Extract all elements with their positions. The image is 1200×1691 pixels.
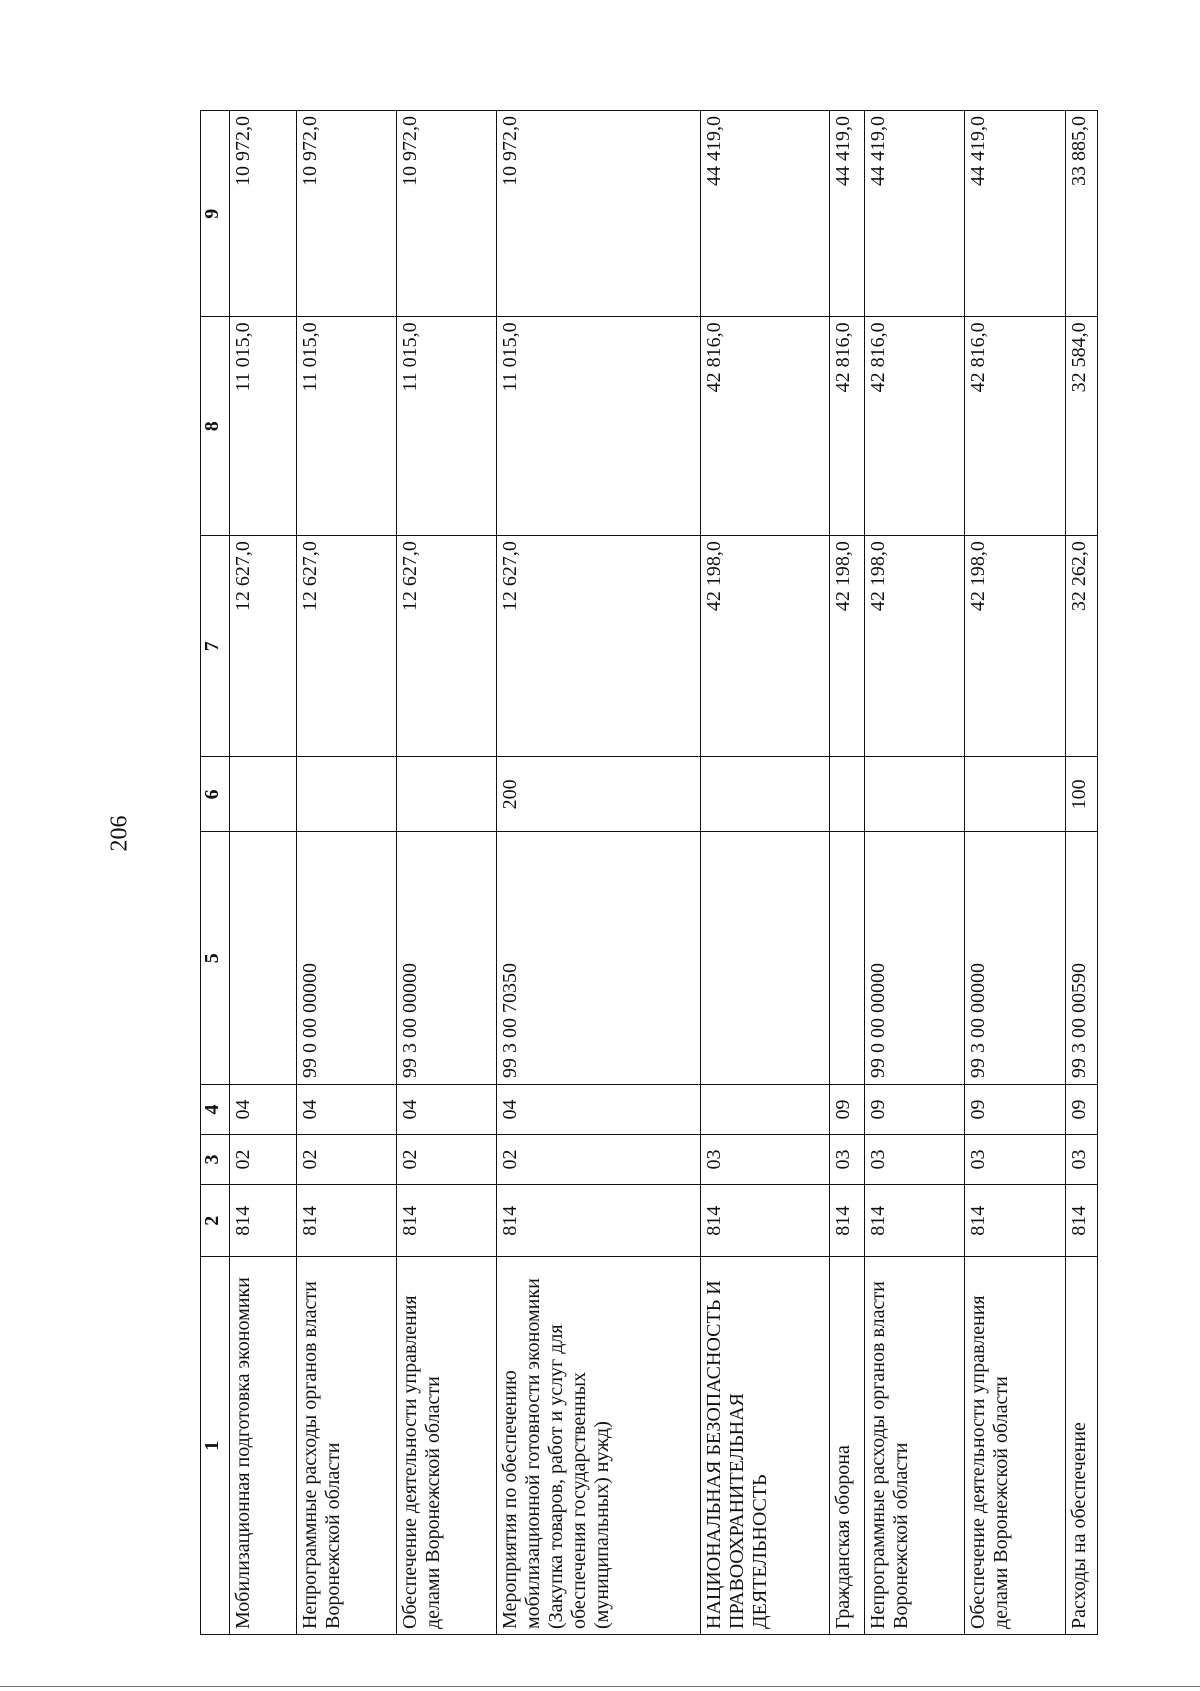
bottom-divider (0, 1686, 1200, 1687)
header-cell-col6: 6 (201, 757, 230, 832)
row-col5-cell: 99 3 00 00590 (1066, 832, 1098, 1085)
table-row (397, 111, 497, 1635)
row-col9-cell: 44 419,0 (964, 111, 1065, 317)
row-col8-cell: 11 015,0 (497, 317, 701, 536)
row-col2-cell: 814 (230, 1184, 297, 1257)
table-row (700, 111, 829, 1635)
row-col8-cell: 42 816,0 (864, 317, 964, 536)
row-col6-cell: 200 (497, 757, 701, 832)
row-col3-cell: 03 (1066, 1134, 1098, 1184)
row-col8-cell: 42 816,0 (700, 317, 829, 536)
row-col2-cell: 814 (397, 1184, 497, 1257)
row-col5-cell (829, 832, 864, 1085)
row-col7-cell: 42 198,0 (864, 536, 964, 757)
row-col5-cell: 99 3 00 70350 (497, 832, 701, 1085)
table-row (829, 111, 864, 1635)
table-body (230, 111, 1098, 1635)
header-cell-col7: 7 (201, 536, 230, 757)
row-col4-cell: 04 (230, 1084, 297, 1134)
row-col3-cell: 02 (297, 1134, 397, 1184)
row-col6-cell (700, 757, 829, 832)
row-col3-cell: 03 (700, 1134, 829, 1184)
table-row (964, 111, 1065, 1635)
row-col6-cell (964, 757, 1065, 832)
row-col6-cell (297, 757, 397, 832)
row-col7-cell: 12 627,0 (397, 536, 497, 757)
row-col7-cell: 42 198,0 (700, 536, 829, 757)
row-col2-cell: 814 (1066, 1184, 1098, 1257)
table-row (230, 111, 297, 1635)
row-name-cell: НАЦИОНАЛЬНАЯ БЕЗОПАСНОСТЬ И ПРАВООХРАНИТЕЛЬНАЯ ДЕЯТЕЛЬНОСТЬ (700, 1257, 829, 1635)
header-row (201, 111, 230, 1635)
table-row (297, 111, 397, 1635)
row-col5-cell: 99 0 00 00000 (297, 832, 397, 1085)
row-name-cell: Мероприятия по обеспечению мобилизационной готовности экономики (Закупка товаров, работ и услуг для обеспечения государственных (муниципальных) нужд) (497, 1257, 701, 1635)
row-name-cell: Обеспечение деятельности управления делами Воронежской области (964, 1257, 1065, 1635)
row-col4-cell: 09 (1066, 1084, 1098, 1134)
row-col5-cell: 99 3 00 00000 (397, 832, 497, 1085)
row-col9-cell: 10 972,0 (230, 111, 297, 317)
row-col2-cell: 814 (829, 1184, 864, 1257)
row-col2-cell: 814 (864, 1184, 964, 1257)
row-col9-cell: 10 972,0 (297, 111, 397, 317)
row-col4-cell: 04 (497, 1084, 701, 1134)
header-cell-col5: 5 (201, 832, 230, 1085)
row-col9-cell: 10 972,0 (397, 111, 497, 317)
row-col9-cell: 44 419,0 (829, 111, 864, 317)
row-col3-cell: 02 (230, 1134, 297, 1184)
row-col7-cell: 12 627,0 (497, 536, 701, 757)
table-row (1066, 111, 1098, 1635)
row-col2-cell: 814 (964, 1184, 1065, 1257)
row-col8-cell: 42 816,0 (964, 317, 1065, 536)
row-col6-cell (864, 757, 964, 832)
row-col2-cell: 814 (497, 1184, 701, 1257)
header-cell-col1: 1 (201, 1257, 230, 1635)
header-cell-col2: 2 (201, 1184, 230, 1257)
row-col8-cell: 11 015,0 (297, 317, 397, 536)
row-col9-cell: 10 972,0 (497, 111, 701, 317)
row-name-cell: Непрограммные расходы органов власти Воронежской области (864, 1257, 964, 1635)
row-col2-cell: 814 (700, 1184, 829, 1257)
row-col4-cell: 04 (397, 1084, 497, 1134)
row-col3-cell: 02 (397, 1134, 497, 1184)
row-col7-cell: 42 198,0 (964, 536, 1065, 757)
row-col9-cell: 33 885,0 (1066, 111, 1098, 317)
row-col7-cell: 32 262,0 (1066, 536, 1098, 757)
header-cell-col8: 8 (201, 317, 230, 536)
row-name-cell: Расходы на обеспечение (1066, 1257, 1098, 1635)
header-cell-col4: 4 (201, 1084, 230, 1134)
row-name-cell: Мобилизационная подготовка экономики (230, 1257, 297, 1635)
row-col8-cell: 11 015,0 (230, 317, 297, 536)
budget-table (200, 110, 1098, 1635)
row-col4-cell: 09 (964, 1084, 1065, 1134)
row-col4-cell: 09 (864, 1084, 964, 1134)
table-row (864, 111, 964, 1635)
row-name-cell: Обеспечение деятельности управления делами Воронежской области (397, 1257, 497, 1635)
row-col9-cell: 44 419,0 (700, 111, 829, 317)
row-col4-cell: 04 (297, 1084, 397, 1134)
row-col7-cell: 12 627,0 (297, 536, 397, 757)
row-col3-cell: 03 (964, 1134, 1065, 1184)
row-col3-cell: 02 (497, 1134, 701, 1184)
row-col5-cell (700, 832, 829, 1085)
row-col6-cell: 100 (1066, 757, 1098, 832)
row-col4-cell: 09 (829, 1084, 864, 1134)
row-col2-cell: 814 (297, 1184, 397, 1257)
row-col3-cell: 03 (864, 1134, 964, 1184)
row-col8-cell: 11 015,0 (397, 317, 497, 536)
header-cell-col9: 9 (201, 111, 230, 317)
table-row (497, 111, 701, 1635)
row-col5-cell: 99 0 00 00000 (864, 832, 964, 1085)
row-name-cell: Непрограммные расходы органов власти Воронежской области (297, 1257, 397, 1635)
row-col7-cell: 12 627,0 (230, 536, 297, 757)
row-col8-cell: 32 584,0 (1066, 317, 1098, 536)
row-col8-cell: 42 816,0 (829, 317, 864, 536)
header-cell-col3: 3 (201, 1134, 230, 1184)
page-number: 206 (106, 815, 133, 852)
row-col6-cell (230, 757, 297, 832)
row-col9-cell: 44 419,0 (864, 111, 964, 317)
row-col6-cell (829, 757, 864, 832)
row-col5-cell: 99 3 00 00000 (964, 832, 1065, 1085)
row-col5-cell (230, 832, 297, 1085)
row-col7-cell: 42 198,0 (829, 536, 864, 757)
budget-table-rotated (200, 110, 1098, 1635)
row-name-cell: Гражданская оборона (829, 1257, 864, 1635)
row-col4-cell (700, 1084, 829, 1134)
row-col3-cell: 03 (829, 1134, 864, 1184)
row-col6-cell (397, 757, 497, 832)
